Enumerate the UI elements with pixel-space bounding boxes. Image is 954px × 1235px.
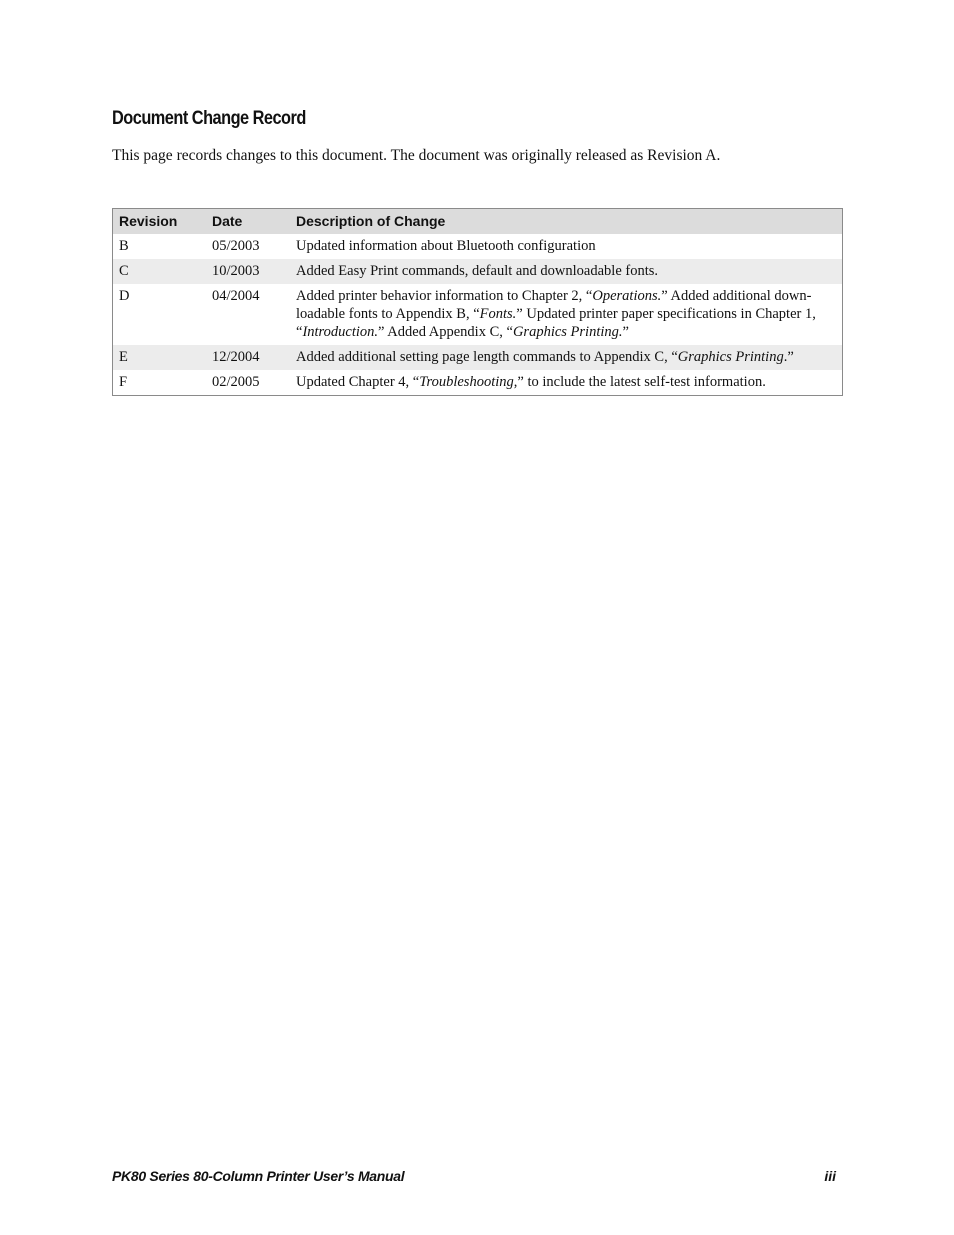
description-text: Added additional setting page length commands to Appendix C, “ xyxy=(296,349,678,365)
change-record-table xyxy=(112,208,843,396)
description-text: ” xyxy=(622,324,629,340)
date-cell: 05/2003 xyxy=(212,238,260,254)
description-cell xyxy=(290,284,843,345)
description-italic-text: Graphics Printing xyxy=(677,349,784,365)
description-text: Updated Chapter 4, “ xyxy=(296,374,420,390)
header-description: Description of Change xyxy=(290,209,843,235)
date-cell: 02/2005 xyxy=(212,374,260,390)
description-italic-text: Introduction. xyxy=(302,324,379,340)
header-date: Date xyxy=(206,209,290,235)
table-row xyxy=(113,370,843,396)
description-cell xyxy=(290,345,843,370)
description-text: Updated information about Bluetooth configuration xyxy=(296,238,596,254)
description-text: ” Added Appendix C, “ xyxy=(378,324,513,340)
description-cell xyxy=(290,259,843,284)
table-body xyxy=(113,234,843,396)
footer-manual-title: PK80 Series 80-Column Printer User’s Manual xyxy=(112,1168,405,1184)
date-cell: 10/2003 xyxy=(206,259,290,284)
footer-page-number: iii xyxy=(824,1168,836,1184)
description-italic-text: Graphics Printing. xyxy=(512,324,623,340)
table-row xyxy=(113,284,843,345)
table-row xyxy=(113,259,843,284)
header-revision: Revision xyxy=(113,209,207,235)
revision-cell: F xyxy=(119,374,128,390)
table-row xyxy=(113,234,843,259)
revision-cell: E xyxy=(113,345,207,370)
description-text: Added printer behavior information to Chapter 2, “ xyxy=(296,288,593,304)
description-text: ,” to include the latest self-test information. xyxy=(513,374,766,390)
description-text: Added Easy Print commands, default and downloadable fonts. xyxy=(296,263,659,279)
date-cell: 12/2004 xyxy=(206,345,290,370)
description-cell xyxy=(290,234,843,259)
revision-cell: C xyxy=(113,259,207,284)
description-italic-text: Fonts. xyxy=(479,306,517,322)
description-text: .” xyxy=(783,349,794,365)
table-row xyxy=(113,345,843,370)
revision-cell: B xyxy=(119,238,129,254)
date-cell: 04/2004 xyxy=(212,288,260,304)
page-heading: Document Change Record xyxy=(112,108,306,129)
description-text: ” Added additional down-loadable fonts to Appendix B, “ xyxy=(296,288,812,322)
intro-paragraph: This page records changes to this document. The document was originally released as Revision A. xyxy=(112,147,721,164)
table-header-row xyxy=(113,209,843,235)
description-italic-text: Troubleshooting xyxy=(419,374,514,390)
description-text: ” Updated printer paper specifications in Chapter 1, “ xyxy=(296,306,816,340)
description-cell xyxy=(290,370,843,396)
revision-cell: D xyxy=(119,288,130,304)
description-italic-text: Operations. xyxy=(592,288,662,304)
